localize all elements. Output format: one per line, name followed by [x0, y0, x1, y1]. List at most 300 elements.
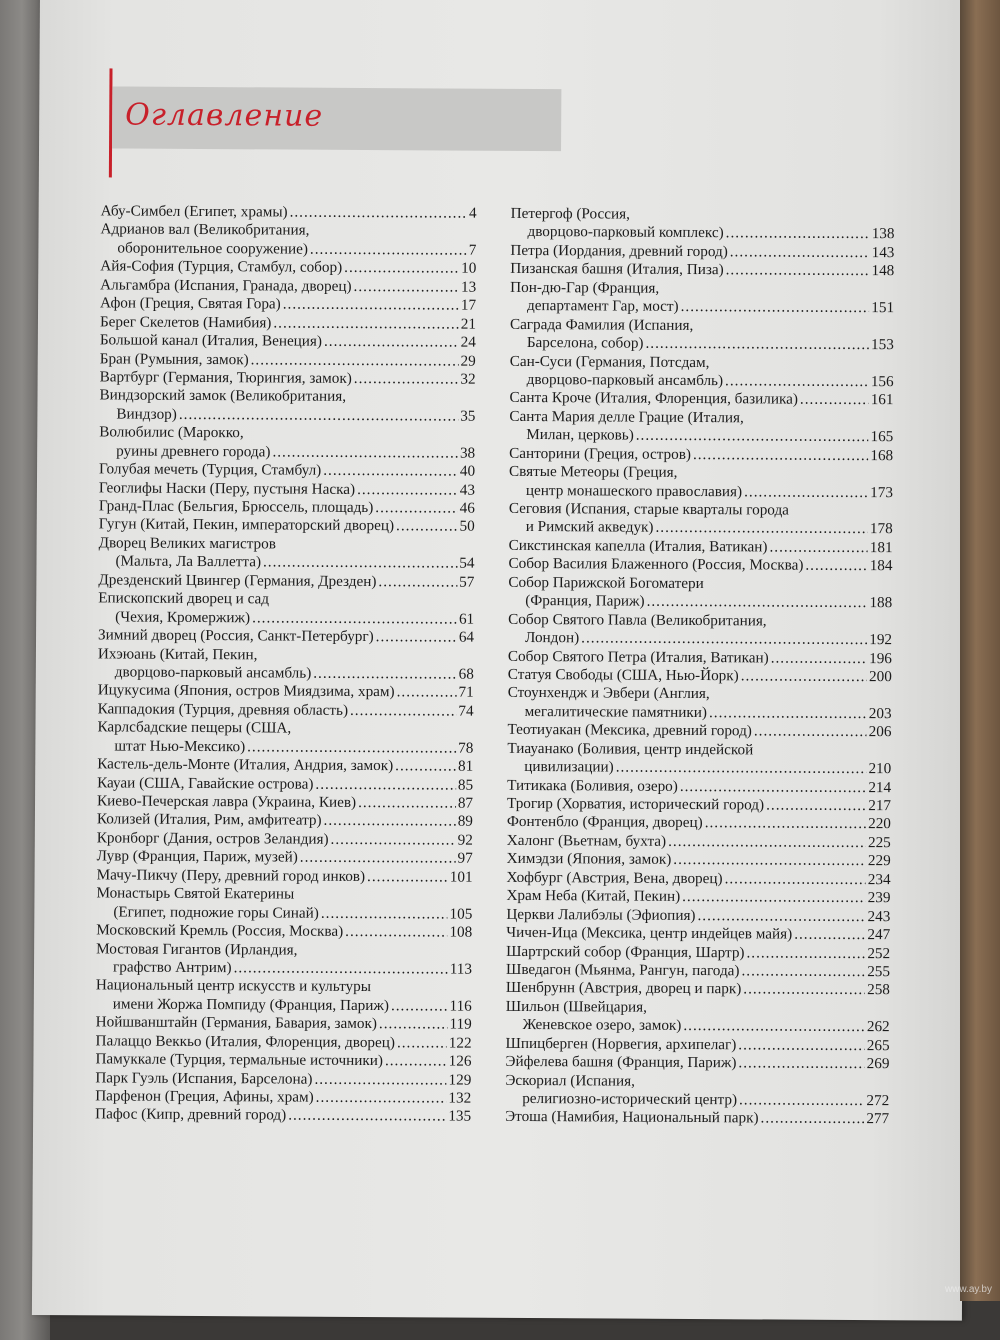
toc-page-number: 105 — [449, 905, 473, 923]
toc-entry-line — [506, 924, 890, 945]
toc-entry-title: Геоглифы Наски (Перу, пустыня Наска) — [98, 478, 356, 498]
toc-entry-line — [508, 555, 892, 576]
toc-entry-title: Кауаи (США, Гавайские острова) — [97, 773, 314, 793]
toc-entry — [100, 221, 476, 260]
toc-entry — [95, 1050, 471, 1071]
toc-entry — [510, 352, 894, 391]
toc-entry-line — [508, 666, 892, 687]
toc-leader-dots — [300, 849, 456, 868]
toc-entry-line — [97, 811, 473, 832]
toc-leader-dots — [378, 573, 457, 592]
toc-entry-title: департамент Гар, мост) — [527, 297, 679, 316]
toc-page-number: 122 — [448, 1034, 472, 1052]
toc-entry — [99, 497, 475, 518]
toc-entry-line — [100, 331, 476, 352]
toc-leader-dots — [288, 1107, 446, 1126]
toc-entry-line — [96, 940, 472, 961]
toc-entry-title: Бран (Румыния, замок) — [99, 349, 249, 368]
toc-entry-line — [510, 279, 894, 300]
toc-leader-dots — [375, 499, 457, 518]
toc-page-number: 74 — [458, 702, 474, 720]
toc-entry-title: Большой канал (Италия, Венеция) — [99, 331, 323, 350]
toc-page-number: 87 — [457, 794, 474, 812]
toc-entry — [100, 258, 476, 279]
toc-entry — [96, 1014, 472, 1035]
toc-entry-line — [97, 848, 473, 869]
toc-entry-line — [509, 408, 893, 429]
toc-entry-title: Санта Мария делле Грацие (Италия, — [509, 407, 744, 427]
toc-entry — [510, 260, 894, 281]
toc-entry-title: Мостовая Гигантов (Ирландия, — [96, 939, 298, 959]
toc-entry-line — [506, 905, 890, 926]
toc-page-number: 234 — [867, 870, 891, 888]
toc-entry-line — [99, 442, 475, 463]
toc-entry-title: Голубая мечеть (Турция, Стамбул) — [99, 460, 322, 479]
toc-leader-dots — [683, 1017, 865, 1037]
toc-entry-title: Халонг (Вьетнам, бухта) — [506, 831, 667, 850]
toc-entry-line — [96, 995, 472, 1016]
toc-entry-title: Киево-Печерская лавра (Украина, Киев) — [96, 792, 357, 811]
toc-page-number: 46 — [459, 499, 475, 517]
toc-entry-line — [98, 663, 474, 684]
toc-entry-line — [97, 719, 473, 740]
toc-entry-line — [96, 921, 472, 942]
toc-entry-title: Каппадокия (Турция, древняя область) — [97, 700, 349, 719]
toc-page-number: 277 — [866, 1110, 890, 1128]
toc-entry-line — [100, 350, 476, 371]
toc-entry-title: Милан, церковь) — [526, 426, 634, 444]
toc-entry-title: Адрианов вал (Великобритания, — [100, 220, 310, 240]
toc-entry-line — [508, 647, 892, 668]
toc-entry-title: штат Нью-Мексико) — [114, 737, 246, 755]
toc-entry-line — [97, 829, 473, 850]
toc-page-number: 200 — [868, 668, 892, 686]
toc-entry-line — [506, 1016, 890, 1037]
toc-leader-dots — [324, 812, 456, 831]
toc-entry — [509, 500, 893, 539]
toc-entry — [507, 776, 891, 797]
toc-leader-dots — [385, 1052, 447, 1071]
toc-entry-title: Женевское озеро, замок) — [522, 1016, 682, 1035]
toc-entry-line — [99, 405, 475, 426]
toc-entry-title: Московский Кремль (Россия, Москва) — [96, 921, 344, 940]
toc-entry-line — [100, 239, 476, 260]
toc-entry — [97, 755, 473, 776]
toc-page-number: 40 — [459, 462, 476, 480]
toc-entry-line — [96, 977, 472, 998]
toc-entry — [505, 1108, 889, 1129]
toc-entry-title: Сикстинская капелла (Италия, Ватикан) — [508, 536, 768, 556]
toc-entry-line — [508, 629, 892, 650]
toc-leader-dots — [725, 870, 866, 889]
toc-page-number: 156 — [870, 373, 894, 391]
toc-leader-dots — [636, 427, 869, 447]
toc-page-number: 35 — [460, 407, 476, 425]
toc-entry-title: Шильон (Швейцария, — [505, 997, 648, 1016]
toc-leader-dots — [395, 757, 456, 776]
toc-entry-line — [510, 223, 894, 244]
toc-page-number: 85 — [457, 776, 474, 794]
toc-entry-title: (Франция, Париж) — [525, 592, 645, 610]
toc-entry-title: Тиауанако (Боливия, центр индейской — [507, 739, 754, 759]
toc-page-number: 272 — [866, 1092, 890, 1110]
toc-entry-line — [511, 205, 895, 226]
toc-leader-dots — [794, 926, 865, 945]
toc-entry — [99, 479, 475, 500]
toc-page-number: 64 — [458, 628, 475, 646]
toc-leader-dots — [769, 538, 867, 557]
toc-entry-title: Стоунхендж и Эвбери (Англия, — [507, 684, 710, 703]
toc-page-number: 161 — [870, 391, 894, 409]
toc-entry-title: Афон (Греция, Святая Гора) — [100, 294, 281, 313]
toc-leader-dots — [367, 868, 448, 887]
toc-entry — [100, 295, 476, 316]
toc-page-number: 129 — [448, 1071, 472, 1089]
toc-entry — [99, 460, 475, 481]
toc-entry-title: руины древнего города) — [116, 442, 271, 461]
toc-leader-dots — [354, 278, 460, 297]
toc-entry-title: Чичен-Ица (Мексика, центр индейцев майя) — [506, 923, 793, 943]
toc-leader-dots — [726, 262, 870, 281]
toc-entry-line — [99, 497, 475, 518]
toc-entry — [95, 1069, 471, 1090]
toc-leader-dots — [314, 1070, 446, 1089]
toc-page-number: 29 — [460, 352, 476, 370]
toc-entry — [96, 885, 472, 924]
toc-entry-line — [99, 534, 475, 555]
toc-entry-title: дворцово-парковый ансамбль) — [526, 370, 724, 390]
toc-page-number: 247 — [867, 926, 891, 944]
toc-entry-title: Эскориал (Испания, — [505, 1071, 636, 1090]
toc-entry — [508, 684, 892, 723]
toc-leader-dots — [581, 629, 867, 649]
toc-entry-title: Памуккале (Турция, термальные источники) — [95, 1050, 384, 1070]
toc-entry-line — [507, 721, 891, 742]
toc-leader-dots — [697, 907, 865, 926]
toc-leader-dots — [725, 372, 869, 391]
toc-page-number: 148 — [871, 262, 895, 280]
toc-page-number: 265 — [866, 1036, 890, 1054]
toc-entry-line — [97, 866, 473, 887]
toc-page-number: 243 — [867, 907, 891, 925]
toc-entry — [98, 571, 474, 592]
toc-leader-dots — [754, 723, 867, 742]
toc-entry-title: Лондон) — [525, 629, 580, 647]
toc-entry — [98, 645, 474, 684]
toc-entry-line — [507, 776, 891, 797]
toc-page-number: 269 — [866, 1055, 890, 1073]
toc-leader-dots — [324, 333, 459, 352]
toc-entry-title: Храм Неба (Китай, Пекин) — [506, 887, 681, 906]
toc-column-left — [95, 202, 477, 1126]
toc-entry — [99, 424, 475, 463]
toc-leader-dots — [705, 815, 867, 834]
toc-entry-line — [95, 1106, 471, 1127]
toc-entry-title: дворцово-парковый комплекс) — [527, 223, 724, 242]
toc-entry-title: Эйфелева башня (Франция, Париж) — [505, 1052, 737, 1072]
toc-entry-line — [98, 700, 474, 721]
toc-leader-dots — [354, 370, 459, 389]
toc-entry-title: и Римский акведук) — [525, 518, 654, 537]
toc-entry-line — [507, 869, 891, 890]
toc-entry-title: Пон-дю-Гар (Франция, — [510, 278, 660, 297]
toc-leader-dots — [771, 649, 868, 668]
toc-page-number: 196 — [869, 649, 892, 667]
toc-page-number: 43 — [459, 481, 476, 499]
toc-page-number: 81 — [458, 757, 474, 775]
toc-leader-dots — [647, 593, 868, 613]
toc-leader-dots — [682, 888, 866, 908]
toc-entry — [505, 1071, 889, 1110]
toc-entry-line — [98, 590, 474, 611]
toc-page-number: 97 — [457, 849, 473, 867]
toc-page-number: 225 — [867, 833, 891, 852]
toc-entry — [506, 924, 890, 945]
toc-entry — [98, 590, 474, 629]
toc-entry-title: Шенбрунн (Австрия, дворец и парк) — [505, 979, 742, 998]
toc-entry-line — [506, 961, 890, 982]
toc-entry-title: Саграда Фамилия (Испания, — [509, 315, 694, 334]
toc-page-number: 178 — [869, 520, 893, 538]
toc-page-number: 138 — [871, 225, 895, 243]
toc-page-number: 168 — [870, 446, 894, 464]
toc-entry-line — [98, 682, 474, 703]
toc-entry-line — [98, 626, 474, 647]
toc-entry-line — [510, 334, 894, 355]
toc-entry-title: Фонтенбло (Франция, дворец) — [506, 813, 703, 832]
toc-entry-title: Колизей (Италия, Рим, амфитеатр) — [96, 810, 322, 830]
toc-entry-title: мегалитические памятники) — [524, 702, 708, 721]
toc-page-number: 38 — [459, 444, 476, 462]
toc-entry-line — [99, 387, 475, 408]
toc-entry-title: Барселона, собор) — [526, 334, 644, 352]
toc-page-number: 57 — [459, 573, 475, 591]
toc-entry-line — [96, 958, 472, 979]
toc-page-number: 10 — [461, 259, 477, 277]
toc-entry-title: Берег Скелетов (Намибия) — [99, 312, 272, 332]
toc-page-number: 184 — [869, 557, 893, 575]
toc-entry-title: Нойшванштайн (Германия, Бавария, замок) — [95, 1013, 378, 1033]
toc-entry-line — [509, 463, 893, 484]
toc-entry-line — [507, 795, 891, 816]
toc-entry — [507, 869, 891, 890]
toc-entry-line — [506, 887, 890, 908]
toc-entry-title: Ицукусима (Япония, остров Миядзима, храм) — [97, 681, 395, 701]
toc-entry-title: Виндзор) — [116, 405, 177, 423]
toc-entry-title: (Чехия, Кромержиж) — [115, 608, 251, 626]
toc-entry-title: Дрезденский Цвингер (Германия, Дрезден) — [98, 571, 377, 590]
toc-entry-title: (Мальта, Ла Валлетта) — [115, 552, 262, 571]
toc-entry-title: Вартбург (Германия, Тюрингия, замок) — [99, 368, 352, 387]
toc-page-number: 153 — [871, 336, 894, 354]
toc-entry-title: Монастырь Святой Екатерины — [96, 884, 295, 903]
toc-entry-line — [100, 221, 476, 242]
toc-leader-dots — [344, 259, 459, 278]
toc-page-number: 181 — [869, 538, 893, 557]
toc-entry-line — [505, 1071, 889, 1092]
toc-entry-line — [95, 1087, 471, 1108]
toc-entry-title: религиозно-исторический центр) — [522, 1089, 738, 1109]
toc-page-number: 151 — [871, 299, 895, 317]
toc-entry-title: Шведагон (Мьянма, Рангун, пагода) — [505, 960, 740, 980]
toc-entry-title: Ихэюань (Китай, Пекин, — [97, 644, 258, 663]
toc-entry — [506, 998, 890, 1037]
toc-page-number: 13 — [460, 278, 477, 296]
toc-leader-dots — [738, 1054, 864, 1073]
toc-entry — [510, 205, 894, 244]
toc-entry-title: Гранд-Плас (Бельгия, Брюссель, площадь) — [98, 497, 374, 517]
toc-entry — [509, 445, 893, 466]
toc-page-number: 188 — [869, 594, 893, 612]
toc-page-number: 210 — [868, 760, 892, 778]
toc-leader-dots — [693, 446, 869, 466]
toc-entry — [100, 368, 476, 389]
toc-entry-title: Шартрский собор (Франция, Шартр) — [506, 942, 745, 961]
toc-entry-line — [509, 445, 893, 466]
toc-leader-dots — [357, 481, 458, 500]
toc-entry — [97, 811, 473, 832]
toc-entry-title: Статуя Свободы (США, Нью-Йорк) — [507, 665, 739, 685]
toc-page-number: 217 — [868, 797, 892, 815]
toc-leader-dots — [668, 833, 866, 853]
toc-page-number: 32 — [460, 370, 476, 388]
toc-entry-title: Национальный центр искусств и культуры — [95, 976, 371, 996]
toc-entry-title: графство Антрим) — [112, 958, 232, 977]
toc-entry — [100, 313, 476, 334]
toc-page-number: 4 — [468, 204, 477, 222]
toc-entry-title: Этоша (Намибия, Национальный парк) — [505, 1108, 759, 1127]
toc-entry-title: центр монашеского православия) — [525, 481, 743, 500]
toc-entry-line — [509, 481, 893, 502]
toc-entry-line — [506, 1035, 890, 1056]
toc-entry-title: Петергоф (Россия, — [510, 204, 630, 223]
toc-leader-dots — [321, 904, 448, 923]
toc-leader-dots — [397, 1034, 447, 1053]
toc-entry — [508, 574, 892, 613]
toc-entry-title: цивилизации) — [524, 758, 614, 776]
toc-entry-title: Палаццо Веккьо (Италия, Флоренция, дворец) — [95, 1032, 396, 1051]
toc-entry-title: Святые Метеоры (Греция, — [509, 462, 678, 482]
toc-leader-dots — [315, 775, 456, 794]
toc-entry-line — [505, 1090, 889, 1111]
toc-entry — [97, 792, 473, 813]
toc-entry-line — [98, 608, 474, 629]
toc-leader-dots — [247, 738, 456, 758]
toc-entry-line — [507, 740, 891, 761]
toc-entry-line — [508, 703, 892, 724]
toc-page-number: 21 — [460, 315, 477, 333]
toc-entry-title: Альгамбра (Испания, Гранада, дворец) — [100, 276, 352, 295]
toc-entry-title: Лувр (Франция, Париж, музей) — [96, 847, 298, 866]
toc-entry-line — [97, 774, 473, 795]
toc-entry — [96, 940, 472, 979]
toc-entry-line — [99, 460, 475, 481]
toc-entry-line — [510, 316, 894, 337]
book-page — [32, 0, 970, 1321]
toc-entry — [99, 516, 475, 537]
toc-entry — [510, 242, 894, 263]
toc-leader-dots — [673, 851, 866, 871]
toc-entry — [507, 832, 891, 853]
toc-leader-dots — [681, 298, 870, 318]
toc-entry — [506, 942, 890, 963]
toc-entry-line — [99, 424, 475, 445]
toc-entry-line — [100, 295, 476, 316]
toc-page-number: 229 — [867, 852, 891, 870]
toc-entry-line — [510, 371, 894, 392]
toc-entry — [510, 316, 894, 355]
toc-entry-title: Трогир (Хорватия, исторический город) — [506, 794, 765, 814]
toc-page-number: 116 — [449, 997, 472, 1015]
toc-entry-line — [507, 832, 891, 853]
toc-leader-dots — [376, 628, 457, 647]
toc-column-right — [505, 205, 895, 1129]
toc-entry — [98, 626, 474, 647]
book-cover-edge — [960, 0, 1000, 1301]
toc-entry-line — [505, 1053, 889, 1074]
toc-entry-line — [97, 755, 473, 776]
toc-entry-title: Шпицберген (Норвегия, архипелаг) — [505, 1034, 737, 1053]
toc-entry-title: Дворец Великих магистров — [98, 534, 276, 553]
toc-entry-line — [100, 313, 476, 334]
toc-entry-line — [95, 1069, 471, 1090]
toc-entry — [509, 408, 893, 447]
toc-leader-dots — [273, 314, 458, 334]
toc-page-number: 89 — [457, 813, 473, 831]
toc-entry — [100, 276, 476, 297]
toc-entry-title: Кастель-дель-Монте (Италия, Андрия, замок) — [97, 755, 394, 775]
toc-page-number: 7 — [468, 241, 477, 259]
toc-leader-dots — [272, 443, 458, 463]
toc-entry — [506, 1035, 890, 1056]
toc-page-number: 101 — [449, 868, 473, 886]
toc-page-number: 68 — [458, 665, 474, 683]
toc-entry-title: Волюбилис (Марокко, — [99, 423, 244, 442]
toc-entry-title: Химэдзи (Япония, замок) — [506, 850, 672, 869]
toc-entry — [100, 331, 476, 352]
toc-entry-title: Собор Святого Павла (Великобритания, — [508, 610, 767, 630]
toc-page-number: 135 — [448, 1107, 472, 1126]
toc-entry-title: Санта Кроче (Италия, Флоренция, базилика) — [509, 389, 799, 409]
toc-entry-line — [99, 516, 475, 537]
toc-leader-dots — [179, 406, 458, 426]
toc-entry — [98, 682, 474, 703]
toc-entry-title: оборонительное сооружение) — [117, 239, 308, 258]
toc-page-number: 92 — [457, 831, 473, 849]
toc-entry-title: Сеговия (Испания, старые кварталы города — [508, 499, 790, 519]
toc-leader-dots — [391, 997, 448, 1016]
toc-entry-title: Теотиуакан (Мексика, древний город) — [507, 721, 752, 740]
toc-entry-line — [98, 571, 474, 592]
page-title: Оглавление — [125, 97, 324, 134]
toc-leader-dots — [252, 609, 457, 629]
toc-entry-line — [509, 500, 893, 521]
toc-page-number: 119 — [449, 1015, 472, 1033]
toc-entry-title: Собор Василия Блаженного (Россия, Москва) — [508, 555, 804, 574]
toc-entry — [506, 887, 890, 908]
toc-entry-line — [507, 758, 891, 779]
toc-entry — [99, 387, 475, 426]
toc-entry-line — [98, 645, 474, 666]
toc-entry — [509, 389, 893, 410]
toc-entry-line — [507, 813, 891, 834]
toc-entry — [510, 279, 894, 318]
toc-entry-line — [97, 792, 473, 813]
toc-page-number: 258 — [867, 981, 890, 999]
toc-entry — [97, 774, 473, 795]
watermark: www.ay.by — [944, 1284, 992, 1295]
toc-entry — [506, 961, 890, 982]
